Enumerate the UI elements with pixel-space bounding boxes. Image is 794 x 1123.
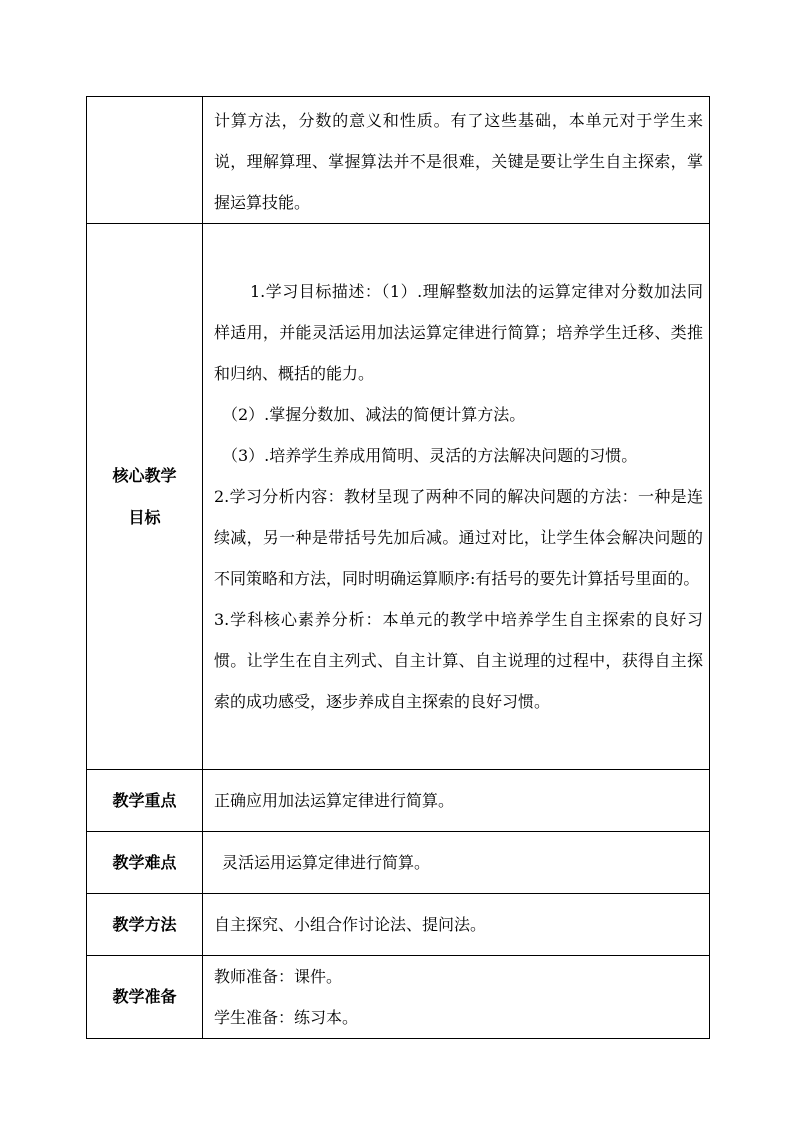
goals-paragraph-1: 1.学习目标描述：（1）.理解整数加法的运算定律对分数加法同样适用，并能灵活运用加法运算定律进行简算；培养学生迁移、类推和归纳、概括的能力。 (214, 282, 703, 383)
row-label-difficulty: 教学难点 (87, 832, 203, 894)
row-content-difficulty (203, 832, 710, 894)
method-text: 自主探究、小组合作讨论法、提问法。 (214, 915, 487, 934)
table-row (87, 832, 710, 894)
row-content-core-goals (203, 224, 710, 770)
row-content-method (203, 894, 710, 956)
row-label-empty (87, 97, 203, 224)
student-preparation-text: 学生准备：练习本。 (214, 1008, 359, 1027)
key-point-text: 正确应用加法运算定律进行简算。 (214, 791, 455, 810)
core-goals-label-line1: 核心教学 (112, 465, 177, 485)
goals-paragraph-5: 3.学科核心素养分析：本单元的教学中培养学生自主探索的良好习惯。让学生在自主列式、自主计算、自主说理的过程中，获得自主探索的成功感受，逐步养成自主探索的良好习惯。 (214, 610, 703, 711)
goals-paragraph-3: （3）.培养学生养成用简明、灵活的方法解决问题的习惯。 (222, 446, 638, 465)
table-row (87, 894, 710, 956)
table-row (87, 770, 710, 832)
row-content-background (203, 97, 710, 224)
goals-paragraph-2: （2）.掌握分数加、减法的简便计算方法。 (222, 405, 526, 424)
background-text: 计算方法，分数的意义和性质。有了这些基础，本单元对于学生来说，理解算理、掌握算法并不是很难，关键是要让学生自主探索，掌握运算技能。 (214, 110, 703, 212)
row-label-core-goals (87, 224, 203, 770)
row-content-key-point (203, 770, 710, 832)
row-label-method: 教学方法 (87, 894, 203, 956)
core-goals-label-line2: 目标 (128, 507, 161, 527)
goals-paragraph-4: 2.学习分析内容：教材呈现了两种不同的解决问题的方法：一种是连续减，另一种是带括号先加后减。通过对比，让学生体会解决问题的不同策略和方法，同时明确运算顺序:有括号的要先计算括号里面的。 (214, 487, 703, 588)
table-row (87, 97, 710, 224)
difficulty-text: 灵活运用运算定律进行简算。 (222, 853, 431, 872)
lesson-plan-table (86, 96, 710, 1039)
teacher-preparation-text: 教师准备：课件。 (214, 967, 343, 986)
row-content-preparation (203, 956, 710, 1039)
row-label-preparation: 教学准备 (87, 956, 203, 1039)
table-row (87, 956, 710, 1039)
table-row (87, 224, 710, 770)
row-label-key-point: 教学重点 (87, 770, 203, 832)
